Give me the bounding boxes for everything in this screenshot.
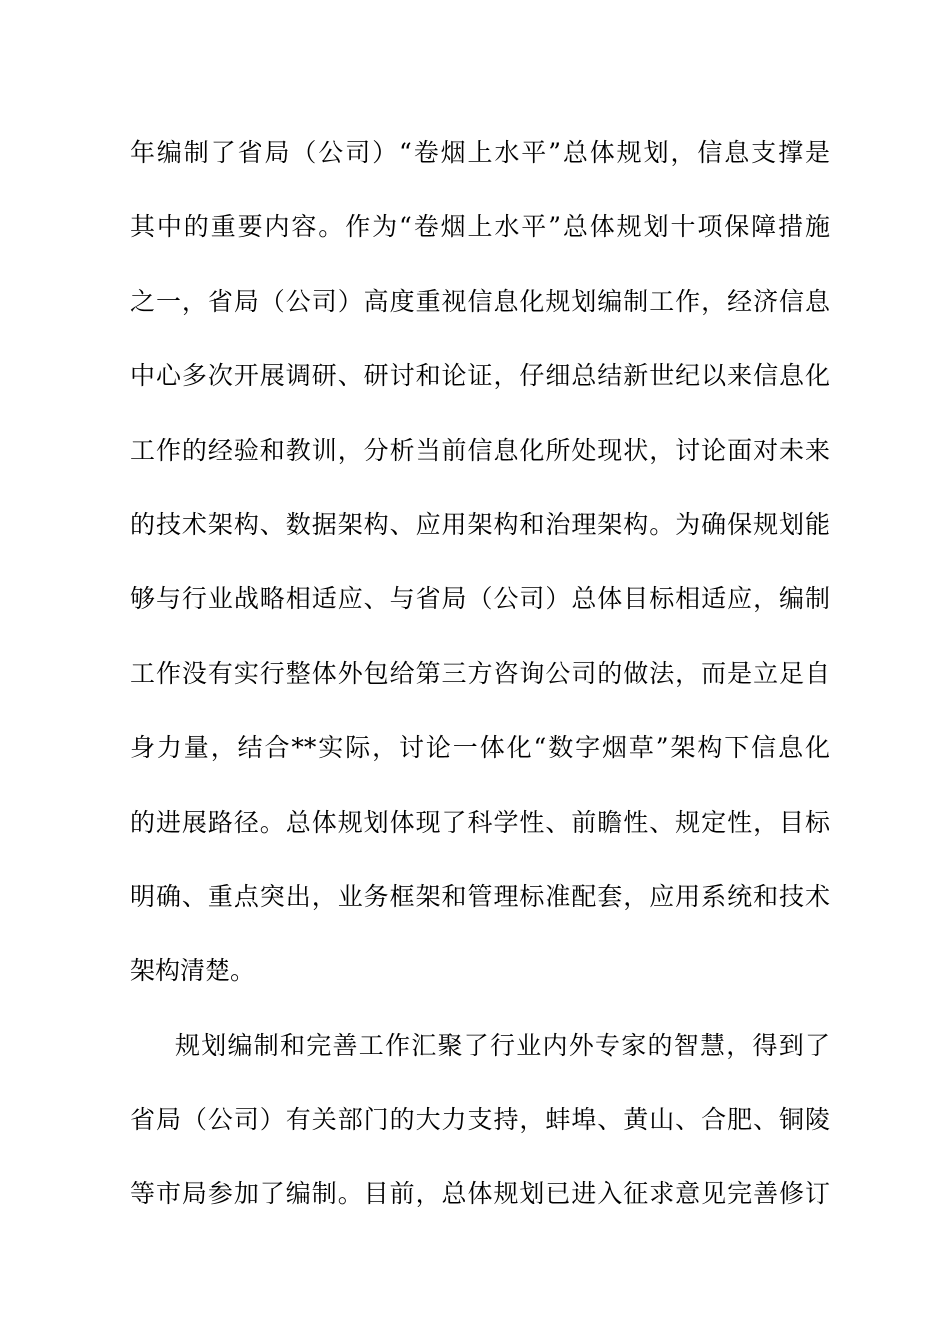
text-line: 中心多次开展调研、研讨和论证，仔细总结新世纪以来信息化 xyxy=(130,361,830,391)
text-line: 省局（公司）有关部门的大力支持，蚌埠、黄山、合肥、铜陵 xyxy=(130,1105,830,1135)
text-line: 年编制了省局（公司）“卷烟上水平”总体规划，信息支撑是 xyxy=(130,138,830,167)
text-line: 身力量，结合**实际，讨论一体化“数字烟草”架构下信息化 xyxy=(130,733,830,763)
text-line: 明确、重点突出，业务框架和管理标准配套，应用系统和技术 xyxy=(130,881,830,911)
text-line: 的技术架构、数据架构、应用架构和治理架构。为确保规划能 xyxy=(130,509,830,539)
text-line: 之一，省局（公司）高度重视信息化规划编制工作，经济信息 xyxy=(130,286,830,316)
text-line: 规划编制和完善工作汇聚了行业内外专家的智慧，得到了 xyxy=(175,1030,830,1060)
text-line: 工作没有实行整体外包给第三方咨询公司的做法，而是立足自 xyxy=(130,658,830,688)
text-line: 架构清楚。 xyxy=(130,956,256,986)
text-line: 工作的经验和教训，分析当前信息化所处现状，讨论面对未来 xyxy=(130,435,830,465)
text-line: 其中的重要内容。作为“卷烟上水平”总体规划十项保障措施 xyxy=(130,212,830,242)
text-line: 够与行业战略相适应、与省局（公司）总体目标相适应，编制 xyxy=(130,584,830,614)
text-line: 等市局参加了编制。目前，总体规划已进入征求意见完善修订 xyxy=(130,1179,830,1209)
body-text xyxy=(130,127,830,1243)
text-line: 的进展路径。总体规划体现了科学性、前瞻性、规定性，目标 xyxy=(130,807,830,837)
